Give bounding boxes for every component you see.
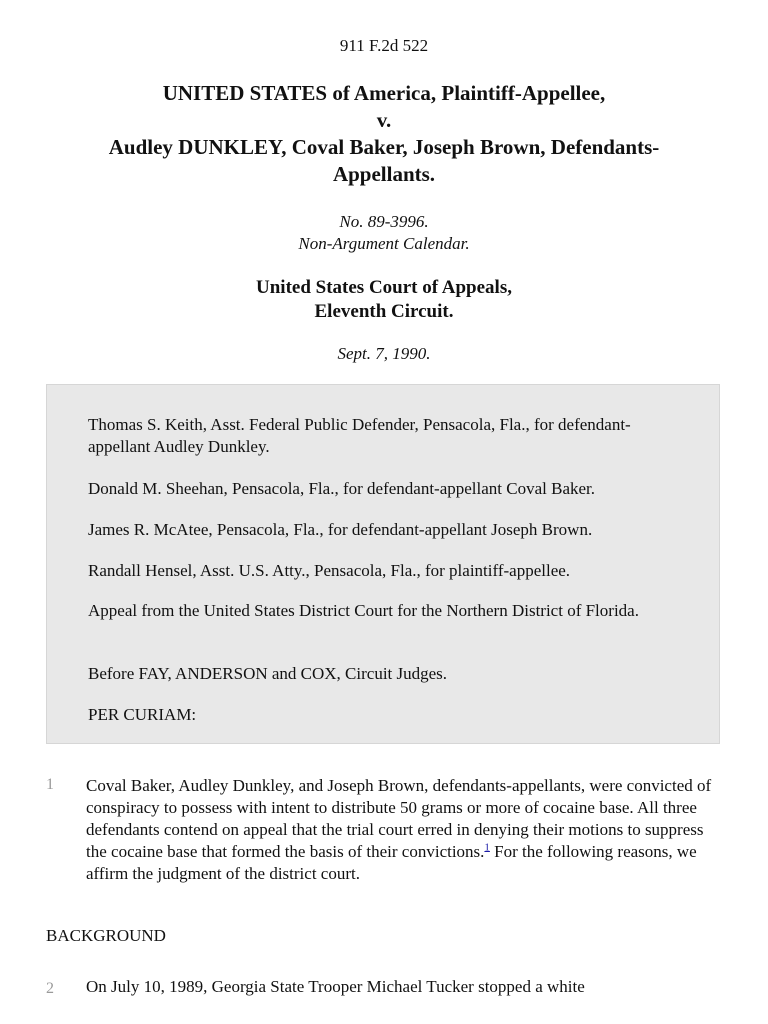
court-name — [0, 276, 768, 324]
panel-judges: Before FAY, ANDERSON and COX, Circuit Judges. — [88, 664, 448, 683]
paragraph-text: Coval Baker, Audley Dunkley, and Joseph Brown, defendants-appellants, were convicted of conspiracy to possess with intent to distribute 50 grams or more of cocaine base. All three defendants contend on appeal that the trial court erred in denying their motions to suppress the cocaine base that formed the basis of their convictions. — [86, 776, 712, 861]
section-heading: BACKGROUND — [46, 926, 166, 945]
footnote-link[interactable]: 1 — [484, 841, 490, 854]
caption-versus: v. — [376, 108, 392, 132]
opinion-paragraph — [86, 775, 726, 885]
caption-plaintiff: UNITED STATES of America, Plaintiff-Appellee, — [162, 81, 606, 105]
appeal-origin: Appeal from the United States District Court for the Northern District of Florida. — [88, 601, 639, 620]
per-curiam: PER CURIAM: — [88, 705, 197, 724]
counsel-panel — [46, 384, 720, 744]
reporter-citation: 911 F.2d 522 — [339, 36, 429, 55]
caption-defendants-cont: Appellants. — [332, 162, 436, 186]
paragraph-number: 1 — [46, 776, 54, 793]
decision-date: Sept. 7, 1990. — [337, 344, 431, 363]
opinion-paragraph: On July 10, 1989, Georgia State Trooper Michael Tucker stopped a white — [86, 977, 585, 996]
court-name-line1: United States Court of Appeals, — [256, 277, 512, 298]
docket-info — [0, 211, 768, 255]
counsel-sheehan: Donald M. Sheehan, Pensacola, Fla., for defendant-appellant Coval Baker. — [88, 479, 596, 498]
case-caption — [0, 80, 768, 188]
paragraph-number: 2 — [46, 980, 54, 997]
paragraph-text-cont: For the following reasons, we affirm the judgment of the district court. — [86, 842, 697, 883]
counsel-keith: Thomas S. Keith, Asst. Federal Public Defender, Pensacola, Fla., for defendant-appellant Audley Dunkley. — [88, 415, 631, 456]
counsel-mcatee: James R. McAtee, Pensacola, Fla., for defendant-appellant Joseph Brown. — [88, 520, 593, 539]
court-name-line2: Eleventh Circuit. — [314, 301, 454, 322]
docket-number: No. 89-3996. — [339, 212, 429, 231]
caption-defendants: Audley DUNKLEY, Coval Baker, Joseph Brown, Defendants- — [108, 135, 660, 159]
calendar-type: Non-Argument Calendar. — [298, 234, 470, 253]
counsel-hensel: Randall Hensel, Asst. U.S. Atty., Pensacola, Fla., for plaintiff-appellee. — [88, 561, 571, 580]
